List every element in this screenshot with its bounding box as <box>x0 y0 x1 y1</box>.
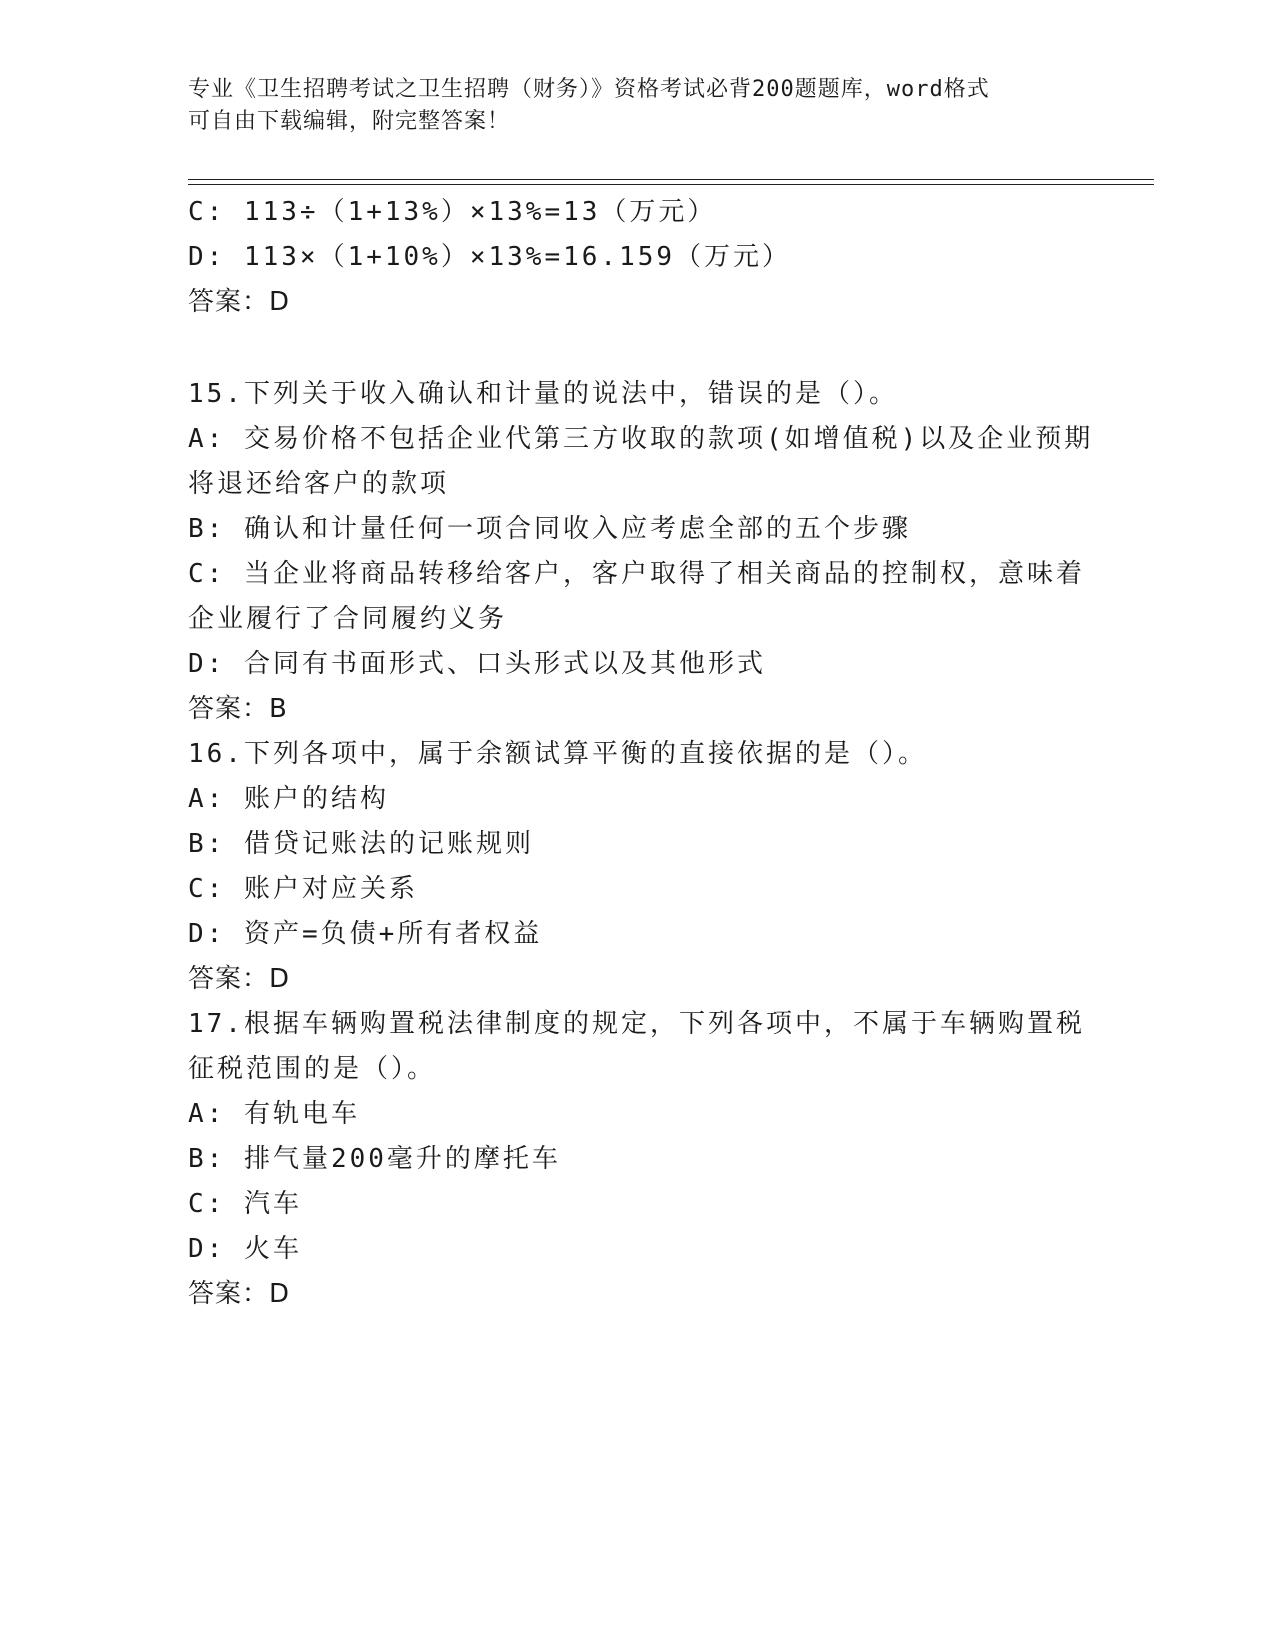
header-line: 专业《卫生招聘考试之卫生招聘（财务）》资格考试必背200题题库，word格式 <box>188 77 990 102</box>
option-line: A: 有轨电车 <box>188 1099 360 1129</box>
option-line: D: 火车 <box>188 1234 302 1264</box>
option-line: B: 确认和计量任何一项合同收入应考虑全部的五个步骤 <box>188 514 911 544</box>
question-stem: 17.根据车辆购置税法律制度的规定，下列各项中，不属于车辆购置税 <box>188 1009 1085 1039</box>
option-line: A: 交易价格不包括企业代第三方收取的款项(如增值税)以及企业预期 <box>188 424 1094 454</box>
option-line: D: 113×（1+10%）×13%=16.159（万元） <box>188 242 792 272</box>
question-stem: 16.下列各项中，属于余额试算平衡的直接依据的是（）。 <box>188 739 927 769</box>
option-line: B: 排气量200毫升的摩托车 <box>188 1144 561 1174</box>
option-line: D: 合同有书面形式、口头形式以及其他形式 <box>188 649 766 679</box>
header-divider <box>188 184 1154 185</box>
question-stem: 征税范围的是（）。 <box>188 1054 437 1084</box>
option-line: D: 资产=负债+所有者权益 <box>188 919 543 949</box>
option-line: C: 当企业将商品转移给客户，客户取得了相关商品的控制权，意味着 <box>188 559 1085 589</box>
answer-line: 答案：D <box>188 287 291 317</box>
question-content <box>188 190 1094 1317</box>
answer-line: 答案：B <box>188 694 288 724</box>
option-line: A: 账户的结构 <box>188 784 389 814</box>
option-line: 将退还给客户的款项 <box>188 469 450 499</box>
option-line: C: 113÷（1+13%）×13%=13（万元） <box>188 197 717 227</box>
header-divider <box>188 179 1154 180</box>
answer-line: 答案：D <box>188 964 291 994</box>
option-line: 企业履行了合同履约义务 <box>188 604 508 634</box>
answer-line: 答案：D <box>188 1279 291 1309</box>
option-line: C: 账户对应关系 <box>188 874 418 904</box>
question-block <box>188 372 1094 732</box>
question-block <box>188 732 1088 1002</box>
option-line: B: 借贷记账法的记账规则 <box>188 829 534 859</box>
option-line: C: 汽车 <box>188 1189 302 1219</box>
question-block <box>188 1002 1088 1317</box>
question-stem: 15.下列关于收入确认和计量的说法中，错误的是（）。 <box>188 379 898 409</box>
header-line: 可自由下载编辑，附完整答案！ <box>188 109 511 134</box>
document-header <box>188 74 1088 138</box>
